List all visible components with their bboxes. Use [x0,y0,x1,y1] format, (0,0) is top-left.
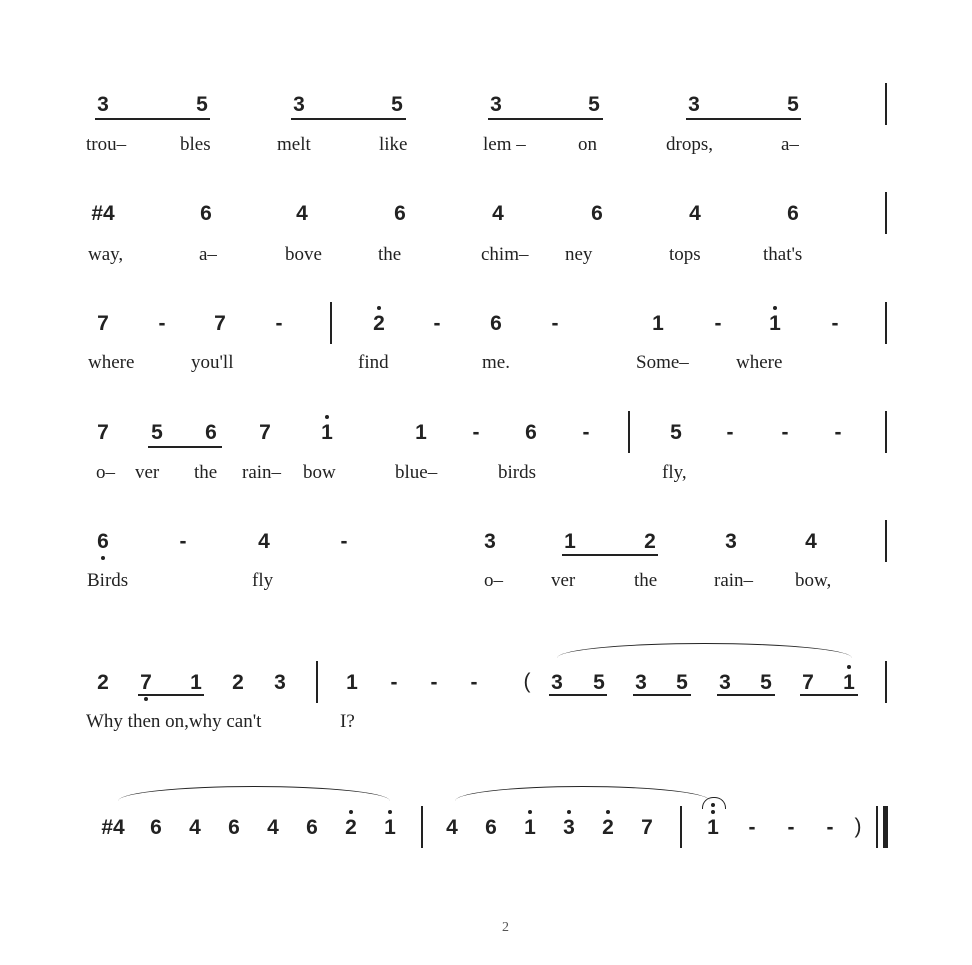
lyric: o– [484,570,503,591]
note: 1 [707,816,719,839]
lyric: the [194,462,218,483]
lyric: melt [277,134,311,155]
note: #4 [91,202,115,225]
note: - [748,816,756,839]
low-octave-dot [101,556,105,560]
high-octave-dot [325,415,329,419]
note: 6 [591,202,603,225]
note: 3 [719,671,731,694]
beam-underline [291,118,406,120]
note: - [430,671,438,694]
lyric: that's [763,244,803,265]
note: 7 [140,671,152,694]
bar-line [885,411,887,453]
note: 6 [200,202,212,225]
note: 3 [635,671,647,694]
note: - [831,312,839,335]
lyric: on [578,134,597,155]
beam-underline [686,118,801,120]
lyric: bles [180,134,211,155]
note: #4 [101,816,125,839]
lyric: drops, [666,134,713,155]
high-octave-dot [773,306,777,310]
lyric: ney [565,244,593,265]
note: 7 [214,312,226,335]
beam-underline [488,118,603,120]
note: 7 [259,421,271,444]
high-octave-dot [847,665,851,669]
note: 5 [593,671,605,694]
beam-underline [633,694,691,696]
note: 3 [274,671,286,694]
note: 4 [492,202,504,225]
note: 3 [490,93,502,116]
note: 6 [525,421,537,444]
note: - [340,530,348,553]
note: - [472,421,480,444]
slur [557,643,852,658]
lyric: fly, [662,462,687,483]
note: 6 [306,816,318,839]
note: 5 [676,671,688,694]
note: 1 [652,312,664,335]
beam-underline [95,118,210,120]
bar-line [885,661,887,703]
lyric: where [88,352,135,373]
note: - [714,312,722,335]
note: 7 [97,312,109,335]
high-octave-dot [349,810,353,814]
note: 5 [196,93,208,116]
lyric: o– [96,462,115,483]
bar-line [421,806,423,848]
note: 5 [151,421,163,444]
note: 6 [787,202,799,225]
note: 4 [446,816,458,839]
note: - [179,530,187,553]
note: 4 [189,816,201,839]
beam-underline [138,694,204,696]
note: 6 [485,816,497,839]
bar-line [885,83,887,125]
lyric: Some– [636,352,689,373]
lyric: bove [285,244,322,265]
high-octave-dot [567,810,571,814]
high-octave-dot [528,810,532,814]
note: 5 [670,421,682,444]
note: 2 [97,671,109,694]
lyric: a– [199,244,217,265]
lyric: trou– [86,134,127,155]
note: 3 [293,93,305,116]
fermata-dot [711,803,715,807]
note: - [470,671,478,694]
slur [455,786,710,801]
bar-line [680,806,682,848]
note: 6 [150,816,162,839]
low-octave-dot [144,697,148,701]
note: 4 [296,202,308,225]
note: 5 [787,93,799,116]
lyric: birds [498,462,536,483]
beam-underline [800,694,858,696]
note: 6 [205,421,217,444]
slur [118,786,390,801]
open-paren: ( [523,670,531,693]
note: 3 [725,530,737,553]
note: 7 [641,816,653,839]
beam-underline [562,554,658,556]
bar-line [885,302,887,344]
note: 4 [689,202,701,225]
lyric: lem – [483,134,526,155]
note: 5 [760,671,772,694]
note: 1 [524,816,536,839]
note: 2 [373,312,385,335]
high-octave-dot [711,810,715,814]
note: 1 [415,421,427,444]
lyric: the [634,570,658,591]
lyric: like [379,134,408,155]
note: 6 [394,202,406,225]
note: - [158,312,166,335]
lyric: blue– [395,462,438,483]
note: 4 [258,530,270,553]
note: 6 [228,816,240,839]
lyric: where [736,352,783,373]
final-bar-thin [876,806,878,848]
lyric: the [378,244,402,265]
lyric: find [358,352,389,373]
lyric: you'll [191,352,234,373]
bar-line [628,411,630,453]
note: 1 [321,421,333,444]
note: 1 [843,671,855,694]
lyric: tops [669,244,701,265]
lyric: ver [135,462,160,483]
note: - [433,312,441,335]
note: - [582,421,590,444]
note: 3 [563,816,575,839]
note: 6 [97,530,109,553]
note: - [834,421,842,444]
note: 7 [802,671,814,694]
note: 3 [688,93,700,116]
note: 4 [805,530,817,553]
note: - [390,671,398,694]
note: - [826,816,834,839]
bar-line [885,192,887,234]
lyric: rain– [714,570,754,591]
bar-line [330,302,332,344]
note: 2 [345,816,357,839]
note: 1 [190,671,202,694]
lyric: a– [781,134,799,155]
beam-underline [717,694,775,696]
note: - [275,312,283,335]
final-bar-thick [883,806,888,848]
high-octave-dot [606,810,610,814]
note: 1 [346,671,358,694]
lyric: fly [252,570,274,591]
high-octave-dot [377,306,381,310]
note: - [551,312,559,335]
note: 2 [232,671,244,694]
lyric: me. [482,352,510,373]
close-paren: ) [854,815,862,838]
note: 2 [602,816,614,839]
bar-line [885,520,887,562]
lyric: bow, [795,570,832,591]
high-octave-dot [388,810,392,814]
note: 5 [391,93,403,116]
note: 6 [490,312,502,335]
note: 2 [644,530,656,553]
bar-line [316,661,318,703]
note: 3 [97,93,109,116]
lyric: I? [340,711,355,732]
lyric: Birds [87,570,129,591]
note: 3 [484,530,496,553]
lyric: ver [551,570,576,591]
note: 5 [588,93,600,116]
lyric: bow [303,462,336,483]
note: - [726,421,734,444]
note: 1 [769,312,781,335]
beam-underline [549,694,607,696]
note: - [781,421,789,444]
note: 7 [97,421,109,444]
note: 4 [267,816,279,839]
lyric: chim– [481,244,529,265]
lyric: way, [88,244,124,265]
note: 1 [564,530,576,553]
beam-underline [148,446,222,448]
note: 3 [551,671,563,694]
note: 1 [384,816,396,839]
note: - [787,816,795,839]
page-number: 2 [502,920,509,935]
lyric: rain– [242,462,282,483]
lyric: Why then on,why can't [86,711,262,732]
